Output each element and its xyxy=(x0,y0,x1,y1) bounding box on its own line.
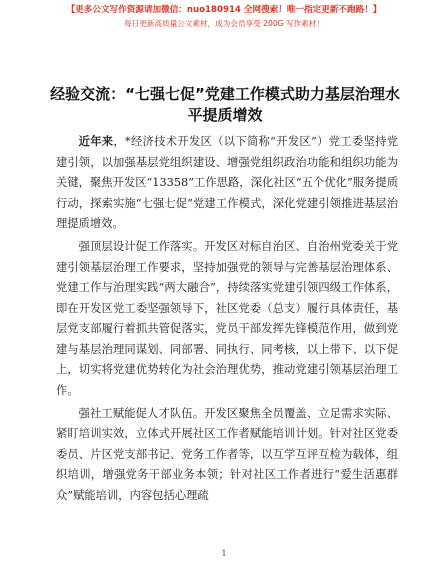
promo-banner-line-2: 每日更新高质量公文素材，成为会员享受 200G 写作素材！ xyxy=(124,19,324,28)
page-number: 1 xyxy=(221,549,227,558)
paragraph-intro-text: ，*经济技术开发区（以下简称“开发区”）党工委坚持党建引领，以加强基层党组织建设、增强党组织政治功能和组织功能为关键，聚焦开发区“13358”工作思路，深化社区“五个优化”服务提质行动，探索实施“七强七促”党建工作模式，深化党建引领推进基层治理提质增效。 xyxy=(56,135,398,230)
paragraph-top-level-design: 强顶层设计促工作落实。开发区对标自治区、自治州党委关于党建引领基层治理工作要求，坚持加强党的领导与完善基层治理体系、党建工作与治理实践“两大融合”，持续落实党建引领四级工作体系，即在开发区党工委坚强领导下，社区党委（总支）履行具体责任，基层党支部履行着抓共管促落实，党员干部发挥先锋模范作用，做到党建与基层治理同谋划、同部署、同执行、同考核，以上带下、以下促上，切实将党建优势转化为社会治理优势，推动党建引领基层治理工作。 xyxy=(56,240,398,397)
document-title: 经验交流：“七强七促”党建工作模式助力基层治理水平提质增效 xyxy=(50,85,400,124)
promo-banner-line-1: 【更多公文写作资源请加微信：nuo180914 全网搜索！唯一指定更新不跑路！】 xyxy=(66,5,382,15)
paragraph-intro-lead: 近年来 xyxy=(78,134,114,148)
paragraph-social-worker-empowerment: 强社工赋能促人才队伍。开发区聚焦全员覆盖、立足需求实际、紧盯培训实效，立体式开展社区工作者赋能培训计划。针对社区党委委员、片区党支部书记、党务工作者等，以互学互评互检为载体，组织培训，增强党务干部业务本领；针对社区工作者进行“爱生活惠群众”赋能培训，内容包括心理疏 xyxy=(56,406,398,502)
paragraph-intro xyxy=(56,131,398,235)
promo-banner xyxy=(0,4,448,30)
document-body xyxy=(56,131,398,509)
